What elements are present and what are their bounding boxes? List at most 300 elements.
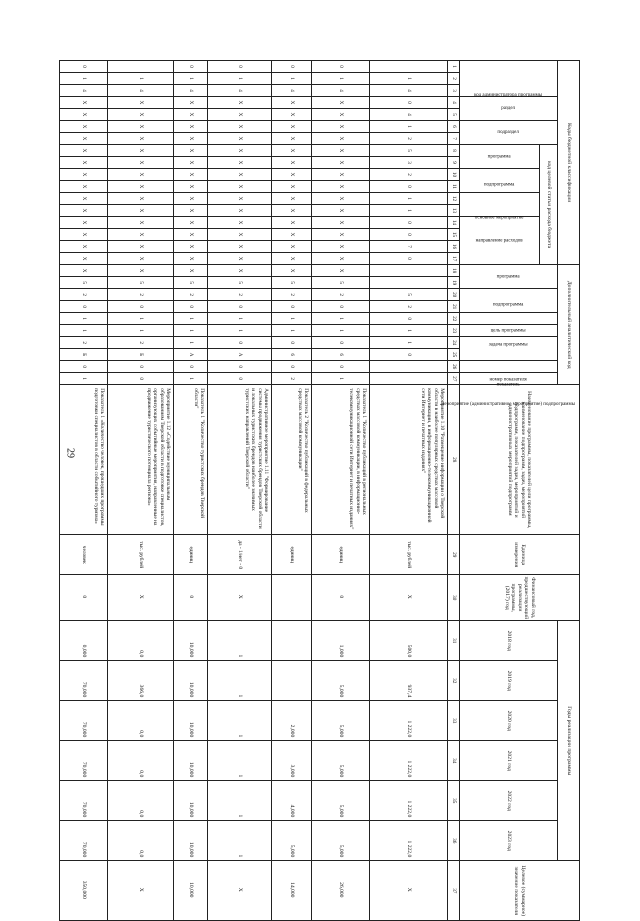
code-cell: X — [174, 193, 208, 205]
year-header-2023: 2023 год — [460, 821, 558, 861]
row-year-value: 70,000 — [60, 821, 108, 861]
code-cell: X — [208, 205, 272, 217]
code-cell: 2 — [312, 289, 370, 301]
row-fin-year-value — [272, 575, 312, 621]
code-cell: X — [60, 169, 108, 181]
analytic-group-header: Дополнительный аналитический код — [558, 265, 580, 385]
an-activity-header: мероприятие (административное мероприятие) подпрограммы — [460, 337, 558, 361]
row-year-value: 10,000 — [174, 741, 208, 781]
name-header: Наименование программы, показателей цели программы, наименование подпрограмм, задач, мероприятий подпрограмм, показателей задач, мероприятий и административных мероприятий подпрограмм — [460, 385, 580, 535]
year-header-2019: 2019 год — [460, 661, 558, 701]
row-fin-year-value: 0 — [60, 575, 108, 621]
row-year-value: 70,000 — [60, 781, 108, 821]
code-cell: X — [312, 121, 370, 133]
column-number: 37 — [448, 861, 460, 921]
column-number: 23 — [448, 325, 460, 337]
code-cell: 2 — [208, 289, 272, 301]
code-cell: X — [312, 145, 370, 157]
code-cell: X — [174, 217, 208, 229]
row-year-value: 2,000 — [272, 701, 312, 741]
row-year-value: 10,000 — [174, 621, 208, 661]
column-numbers-row — [448, 61, 460, 921]
table-row — [108, 61, 174, 921]
code-cell: 4 — [370, 109, 448, 121]
code-cell: 0 — [174, 301, 208, 313]
code-cell: X — [108, 241, 174, 253]
code-cell: 1 — [272, 325, 312, 337]
column-number: 4 — [448, 97, 460, 109]
code-cell: X — [174, 205, 208, 217]
row-year-value: 0,0 — [108, 621, 174, 661]
row-unit: тыс. рублей — [370, 535, 448, 575]
row-year-value: 5,000 — [272, 821, 312, 861]
column-number: 31 — [448, 621, 460, 661]
row-year-value: 0,000 — [60, 621, 108, 661]
row-name: Показатель 1 "Количество публикаций в региональных средствах массовой коммуникации, в информационно-телекоммуникационной сети Интернет и печатных изданиях" — [312, 385, 370, 535]
column-number: 29 — [448, 535, 460, 575]
code-cell: X — [272, 157, 312, 169]
code-cell: X — [272, 121, 312, 133]
code-cell: 0 — [370, 313, 448, 325]
code-cell: 4 — [60, 85, 108, 97]
codes-group-header: Коды бюджетной классификации — [558, 61, 580, 265]
code-cell: Б — [108, 349, 174, 361]
row-fin-year-value: X — [108, 575, 174, 621]
code-cell: 1 — [174, 325, 208, 337]
row-year-value: 5,000 — [312, 781, 370, 821]
section-header: раздел — [460, 97, 558, 121]
code-cell: 5 — [108, 277, 174, 289]
budget-table-wrapper — [60, 60, 580, 917]
code-cell: X — [108, 169, 174, 181]
code-cell: 1 — [60, 313, 108, 325]
table-row — [370, 61, 448, 921]
code-cell: X — [208, 157, 272, 169]
code-cell: X — [174, 229, 208, 241]
target-header: Целевое (суммарное) значение показателя — [460, 861, 580, 921]
code-cell: X — [272, 241, 312, 253]
code-cell: X — [272, 205, 312, 217]
code-cell: X — [108, 121, 174, 133]
row-year-value: 1,000 — [312, 621, 370, 661]
code-cell: X — [312, 229, 370, 241]
code-cell: 5 — [370, 289, 448, 301]
code-cell: X — [108, 145, 174, 157]
code-cell: 0 — [370, 181, 448, 193]
code-cell: 1 — [174, 337, 208, 349]
code-cell: X — [108, 193, 174, 205]
year-header-2022: 2022 год — [460, 781, 558, 821]
code-cell: 2 — [108, 337, 174, 349]
code-cell — [370, 265, 448, 277]
code-cell: 1 — [174, 73, 208, 85]
code-cell: X — [208, 145, 272, 157]
code-cell: X — [108, 265, 174, 277]
code-cell: 6 — [312, 349, 370, 361]
code-cell: 0 — [174, 61, 208, 73]
code-cell: 0 — [60, 301, 108, 313]
row-name: Мероприятие 1.10 "Размещение информации о Тверской области в наиболее популярных средствах массовой коммуникации, в информационно-телекоммуникационной сети Интернет и печатных изданиях" — [370, 385, 448, 535]
code-cell: 0 — [272, 61, 312, 73]
row-year-value: 4,000 — [272, 781, 312, 821]
row-name: Показатель 1 «Количество человек, прошедших программы подготовки специалистов в области событийного туризма» — [60, 385, 108, 535]
row-year-value: 1 222,0 — [370, 701, 448, 741]
year-header-2020: 2020 год — [460, 701, 558, 741]
column-number: 1 — [448, 61, 460, 73]
column-number: 14 — [448, 217, 460, 229]
code-cell: X — [108, 205, 174, 217]
code-cell: 1 — [108, 313, 174, 325]
code-cell: 0 — [370, 217, 448, 229]
row-year-value: 70,000 — [60, 661, 108, 701]
an-indicator-header: показатель — [460, 373, 558, 385]
code-cell: X — [174, 241, 208, 253]
code-cell: X — [60, 97, 108, 109]
row-year-value: 70,000 — [60, 701, 108, 741]
code-cell: X — [208, 169, 272, 181]
code-cell: Б — [60, 349, 108, 361]
code-cell: X — [312, 265, 370, 277]
code-cell: X — [312, 193, 370, 205]
code-cell: X — [174, 181, 208, 193]
row-target-value: 350,000 — [60, 861, 108, 921]
code-cell: X — [208, 109, 272, 121]
code-cell: 0 — [108, 301, 174, 313]
code-cell: 4 — [174, 85, 208, 97]
code-cell: X — [312, 217, 370, 229]
expense-direction-header: направление расходов — [460, 217, 540, 265]
code-cell: А — [208, 349, 272, 361]
row-year-value: 0,0 — [108, 701, 174, 741]
code-cell — [370, 373, 448, 385]
row-name: Показатель 1 "Количество туристских брендов Тверской области" — [174, 385, 208, 535]
code-cell: 0 — [208, 361, 272, 373]
code-cell: X — [108, 229, 174, 241]
code-cell — [108, 61, 174, 73]
code-cell: X — [272, 253, 312, 265]
column-number: 20 — [448, 289, 460, 301]
row-year-value: 0,0 — [108, 821, 174, 861]
row-year-value: 1 — [208, 781, 272, 821]
code-cell: X — [174, 157, 208, 169]
an-indicator-type-header: номер показателя — [460, 361, 558, 373]
code-cell: 5 — [370, 145, 448, 157]
row-target-value: 10,000 — [174, 861, 208, 921]
row-year-value: 5,000 — [312, 821, 370, 861]
code-cell: 1 — [312, 313, 370, 325]
row-year-value: 1 — [208, 741, 272, 781]
code-cell: 1 — [174, 313, 208, 325]
column-number: 21 — [448, 301, 460, 313]
code-cell: 0 — [208, 337, 272, 349]
column-number: 26 — [448, 361, 460, 373]
code-cell: 1 — [208, 325, 272, 337]
code-cell: X — [312, 253, 370, 265]
code-cell: 1 — [370, 325, 448, 337]
row-fin-year-value: X — [370, 575, 448, 621]
code-cell: А — [174, 349, 208, 361]
code-cell: X — [60, 145, 108, 157]
row-year-value: 1 — [208, 621, 272, 661]
column-number: 16 — [448, 241, 460, 253]
code-cell: 0 — [272, 361, 312, 373]
code-cell: X — [312, 97, 370, 109]
an-goal-header: цель программы — [460, 313, 558, 325]
year-header-2018: 2018 год — [460, 621, 558, 661]
code-cell: 2 — [60, 289, 108, 301]
code-cell: X — [108, 253, 174, 265]
row-year-value: 1 — [208, 701, 272, 741]
code-cell: X — [108, 217, 174, 229]
code-cell: 0 — [60, 361, 108, 373]
row-year-value: 5,000 — [312, 741, 370, 781]
code-cell: X — [108, 181, 174, 193]
column-number: 10 — [448, 169, 460, 181]
column-number: 2 — [448, 73, 460, 85]
row-fin-year-value: 0 — [312, 575, 370, 621]
table-row — [60, 61, 108, 921]
code-cell: 1 — [272, 313, 312, 325]
code-cell: 0 — [272, 337, 312, 349]
code-cell: 2 — [370, 133, 448, 145]
code-cell — [370, 361, 448, 373]
row-year-value: 500,0 — [370, 621, 448, 661]
code-cell: 5 — [174, 277, 208, 289]
code-cell: X — [208, 229, 272, 241]
column-number: 5 — [448, 109, 460, 121]
row-year-value: 1 — [208, 661, 272, 701]
code-cell: 1 — [370, 193, 448, 205]
subprogram-code-header: подпрограмма — [460, 169, 540, 193]
code-cell: X — [174, 253, 208, 265]
code-cell: X — [272, 145, 312, 157]
column-number: 7 — [448, 133, 460, 145]
row-unit: да - 1/нет - 0 — [208, 535, 272, 575]
code-cell: 1 — [60, 73, 108, 85]
code-cell: 0 — [312, 337, 370, 349]
code-cell: 1 — [370, 205, 448, 217]
row-unit: единиц — [272, 535, 312, 575]
code-cell: X — [272, 229, 312, 241]
code-cell: X — [60, 121, 108, 133]
column-number: 17 — [448, 253, 460, 265]
column-number: 27 — [448, 373, 460, 385]
program-code-header: программа — [460, 145, 540, 169]
code-cell: X — [174, 145, 208, 157]
code-cell: 5 — [60, 277, 108, 289]
column-number: 30 — [448, 575, 460, 621]
row-unit: человек — [60, 535, 108, 575]
row-year-value: 5,000 — [312, 661, 370, 701]
column-number: 9 — [448, 157, 460, 169]
column-number: 25 — [448, 349, 460, 361]
code-cell: 0 — [108, 361, 174, 373]
code-cell: 5 — [208, 277, 272, 289]
code-cell: X — [272, 217, 312, 229]
code-cell — [370, 277, 448, 289]
row-unit: тыс. рублей — [108, 535, 174, 575]
row-year-value: 10,000 — [174, 701, 208, 741]
code-cell: X — [208, 97, 272, 109]
code-cell: X — [108, 157, 174, 169]
code-cell: X — [272, 97, 312, 109]
code-cell: 0 — [312, 361, 370, 373]
fin-year-header: Финансовый год, предшествующий реализации программы, (2017) год — [460, 575, 580, 621]
code-cell: 1 — [370, 121, 448, 133]
code-cell: 0 — [370, 253, 448, 265]
code-cell: 1 — [312, 325, 370, 337]
an-subprogram-header: подпрограмма — [460, 289, 558, 313]
code-cell: X — [174, 133, 208, 145]
code-cell: 2 — [370, 301, 448, 313]
code-cell: X — [60, 181, 108, 193]
code-cell: X — [208, 133, 272, 145]
table-row — [174, 61, 208, 921]
code-cell: X — [60, 217, 108, 229]
row-year-value: 1 222,0 — [370, 821, 448, 861]
code-cell: 4 — [208, 85, 272, 97]
row-year-value: 3,000 — [272, 741, 312, 781]
code-cell: X — [60, 193, 108, 205]
row-year-value: 1 222,0 — [370, 781, 448, 821]
table-row — [208, 61, 272, 921]
an-task-header: задача программы — [460, 325, 558, 337]
row-name: Административное мероприятие 1.11 "Формирование системы продвижения туристских брендов Тверской области и локальных туристских брендов наиболее значимых туристских направлений Тверской области" — [208, 385, 272, 535]
code-cell: X — [208, 253, 272, 265]
an-program-header: программа — [460, 265, 558, 289]
years-group-header: Годы реализации программы — [558, 621, 580, 861]
row-year-value: 10,000 — [174, 821, 208, 861]
code-cell: X — [272, 181, 312, 193]
code-cell: 1 — [312, 373, 370, 385]
column-number: 22 — [448, 313, 460, 325]
row-year-value: 0,0 — [108, 741, 174, 781]
code-cell: X — [174, 97, 208, 109]
code-cell: 1 — [208, 313, 272, 325]
row-year-value: 1 222,0 — [370, 741, 448, 781]
code-cell: 1 — [208, 73, 272, 85]
code-cell: 0 — [370, 97, 448, 109]
code-cell: 3 — [370, 157, 448, 169]
column-number: 35 — [448, 781, 460, 821]
admin-code-header: код администратора программы — [460, 61, 558, 97]
row-fin-year-value: 0 — [174, 575, 208, 621]
code-cell: X — [60, 253, 108, 265]
column-number: 19 — [448, 277, 460, 289]
code-cell: 0 — [174, 361, 208, 373]
code-cell: X — [108, 97, 174, 109]
code-cell: 0 — [312, 301, 370, 313]
code-cell: X — [312, 181, 370, 193]
code-cell: X — [312, 205, 370, 217]
row-target-value: X — [370, 861, 448, 921]
code-cell: X — [174, 169, 208, 181]
code-cell: X — [208, 181, 272, 193]
row-name: Показатель 2 "Количество публикаций в федеральных средствах массовой коммуникации" — [272, 385, 312, 535]
code-cell: 1 — [370, 337, 448, 349]
code-cell: 1 — [60, 325, 108, 337]
row-year-value: 0,0 — [108, 781, 174, 821]
code-cell: 0 — [60, 61, 108, 73]
code-cell: X — [312, 133, 370, 145]
code-cell: X — [208, 265, 272, 277]
code-cell: 4 — [272, 85, 312, 97]
row-unit: единиц — [312, 535, 370, 575]
code-cell: 0 — [272, 301, 312, 313]
row-year-value: 70,000 — [60, 741, 108, 781]
unit-header: Единица измерения — [460, 535, 580, 575]
main-direction-header: основное мероприятие — [460, 193, 540, 217]
code-cell: 0 — [370, 229, 448, 241]
code-cell: 7 — [370, 241, 448, 253]
code-cell: X — [312, 169, 370, 181]
code-cell — [370, 61, 448, 73]
column-number: 34 — [448, 741, 460, 781]
code-cell: X — [60, 205, 108, 217]
row-name: Мероприятие 1.12 «Содействие муниципальным образованиям Тверской области в подготовке специалистов, организующих событийные мероприятия, направленные на продвижение туристического потенциала региона» — [108, 385, 174, 535]
code-cell: 0 — [208, 373, 272, 385]
code-cell: X — [272, 133, 312, 145]
row-year-value: 366,0 — [108, 661, 174, 701]
code-cell: 2 — [174, 289, 208, 301]
table-row — [312, 61, 370, 921]
target-item-group-header: код целевой статьи расхода бюджета — [540, 145, 558, 265]
code-cell: 2 — [370, 169, 448, 181]
row-target-value: X — [108, 861, 174, 921]
code-cell: X — [312, 241, 370, 253]
row-year-value — [272, 661, 312, 701]
column-number: 3 — [448, 85, 460, 97]
column-number: 36 — [448, 821, 460, 861]
code-cell: 5 — [272, 277, 312, 289]
code-cell: 0 — [208, 301, 272, 313]
code-cell: 1 — [174, 373, 208, 385]
column-number: 15 — [448, 229, 460, 241]
code-cell: 2 — [60, 337, 108, 349]
code-cell: 1 — [312, 73, 370, 85]
code-cell: X — [60, 241, 108, 253]
column-number: 11 — [448, 181, 460, 193]
column-number: 8 — [448, 145, 460, 157]
code-cell: 2 — [272, 289, 312, 301]
row-year-value: 937,4 — [370, 661, 448, 701]
code-cell: X — [208, 241, 272, 253]
column-number: 18 — [448, 265, 460, 277]
budget-program-table — [59, 60, 580, 921]
code-cell: X — [60, 265, 108, 277]
code-cell: X — [174, 109, 208, 121]
column-number: 13 — [448, 205, 460, 217]
code-cell: 0 — [370, 349, 448, 361]
code-cell: X — [312, 109, 370, 121]
column-number: 12 — [448, 193, 460, 205]
code-cell: 2 — [108, 289, 174, 301]
code-cell: X — [208, 217, 272, 229]
code-cell: X — [108, 133, 174, 145]
code-cell: 4 — [108, 85, 174, 97]
code-cell: X — [208, 121, 272, 133]
row-year-value — [272, 621, 312, 661]
row-target-value: 26,000 — [312, 861, 370, 921]
code-cell: X — [60, 229, 108, 241]
page-number: 29 — [64, 448, 76, 458]
code-cell: X — [272, 169, 312, 181]
column-number: 33 — [448, 701, 460, 741]
code-cell: 0 — [312, 61, 370, 73]
code-cell: X — [272, 193, 312, 205]
column-number: 32 — [448, 661, 460, 701]
code-cell: 2 — [272, 373, 312, 385]
